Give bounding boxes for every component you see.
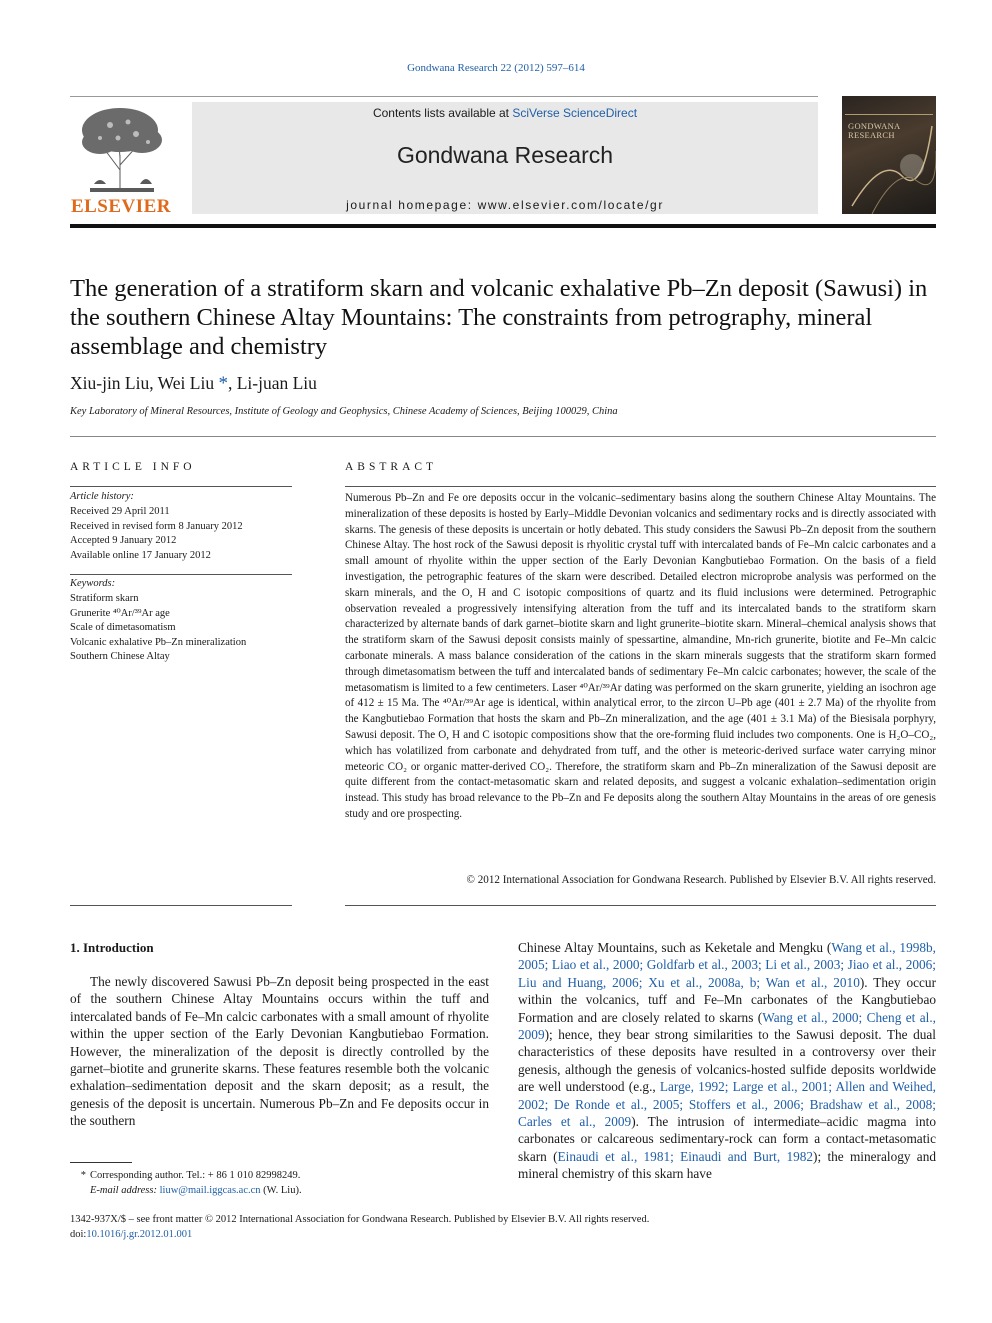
abstract-copyright: © 2012 International Association for Gondwana Research. Published by Elsevier B.V. All rights reserved. bbox=[466, 874, 936, 886]
history-item: Available online 17 January 2012 bbox=[70, 549, 211, 561]
contents-prefix: Contents lists available at bbox=[372, 106, 513, 120]
history-item: Received in revised form 8 January 2012 bbox=[70, 520, 243, 532]
issn-line: 1342-937X/$ – see front matter © 2012 International Association for Gondwana Research. Published by Elsevier B.V. All rights reserved. bbox=[70, 1214, 650, 1225]
citation-link[interactable]: Einaudi et al., 1981; Einaudi and Burt, 1982 bbox=[557, 1148, 814, 1164]
header-top-rule bbox=[70, 96, 818, 97]
author-list bbox=[70, 373, 940, 395]
journal-homepage[interactable]: journal homepage: www.elsevier.com/locate/gr bbox=[346, 198, 664, 212]
cover-title: GONDWANA RESEARCH bbox=[848, 121, 900, 140]
history-item: Received 29 April 2011 bbox=[70, 506, 170, 517]
intro-left-column: The newly discovered Sawusi Pb–Zn deposit being prospected in the east of the southern Chinese Altay Mountains occurs within the tuff and intercalated bands of Fe–Mn calcic carbonates with a small amount of rhyolite within the upper section of the Early Devonian Kangbutiebao Formation. However, the mineralization of the deposit is directly controlled by the garnet–biotite and grunerite skarns. These features resemble both the volcanic exhalation–sedimentation deposit and the skarn deposit; as a result, the genesis of the deposit is uncertain. Numerous Pb–Zn and Fe deposits occur in the southern bbox=[70, 974, 489, 1129]
abstract-text: Numerous Pb–Zn and Fe ore deposits occur in the volcanic–sedimentary basins along the southern Chinese Altay Mountains. The mineralization of these deposits is hosted by Early–Middle Devonian volcanics and sedimentary rocks and is directly associated with skarns. The genesis of these deposits is uncertain or hotly debated. This study considers the Sawusi Pb–Zn deposit from the southern Chinese Altay. The host rock of the Sawusi deposit is rhyolitic crystal tuff with intercalated bands of Fe–Mn calcic carbonates and a small amount of rhyolite within the upper section of the Early Devonian Kangbutiebao Formation. On the basis of a field investigation, the petrographic features of the skarn were described. Detailed electron microprobe analysis was performed on the skarn minerals, and the O, H and C isotopic compositions of quartz and its fluid inclusions were determined. Petrographic observation revealed a progressively intensifying alteration from the tuff and its intercalated bands to the stratiform skarn characterized by alternate bands of dark garnet–biotite skarn and light grunerite–biotite skarn. Mineral–chemical analysis shows that the stratiform skarn of the Sawusi deposit consists mainly of spessartine, almandine, Mn-rich grunerite, biotite and Fe–Mn calcic carbonate minerals. A mass balance consideration of the cations in the skarn minerals suggests that the stratiform skarn formed through dimetasomatism between the tuff and intercalated bands of sedimentary Fe–Mn calcic carbonates; however, the scale of the metasomatism is limited to a few centimeters. Laser ⁴⁰Ar/³⁹Ar dating was performed on the skarn grunerite, yielding an isochron age of 412 ± 15 Ma. The ⁴⁰Ar/³⁹Ar age is identical, within analytical error, to the zircon U–Pb age (401 ± 2.7 Ma) of the rhyolite from the Kangbutiebao Formation that hosts the skarn and Pb–Zn mineralization, and the age (401 ± 3.1 Ma) of the Biesisala porphyry, Sawusi deposit. The O, H and C isotopic compositions show that the ore-forming fluid includes two components. One is H₂O–CO₂, which has volatilized from carbonate and dehydrated from tuff, and the other is meteoric-derived surface water carrying minor meteoric CO₂ or organic matter-derived CO₂. Therefore, the stratiform skarn and Pb–Zn mineralization of the Sawusi deposit are quite different from the contact-metasomatic skarn and related deposits, and suggest a volcanic exhalation–sedimentation origin instead. This study has broad relevance to the Pb–Zn and Fe deposits along the southern Altay Mountains in the areas of ore genesis study and ore prospecting. bbox=[345, 492, 936, 820]
keyword-item: Southern Chinese Altay bbox=[70, 651, 170, 662]
citation-link[interactable]: Wang et al., 1998b, 2005; Liao et al., 2000; Goldfarb et al., 2003; Li et al., 2003; Jiao et al., 2006; Liu and Huang, 2006; Xu et al., 2008a, b; Wan et al., 2010 bbox=[518, 940, 936, 990]
citation-link[interactable]: Large, 1992; Large et al., 2001; Allen and Weihed, 2002; De Ronde et al., 2005; Stoffers et al., 2006; Bradshaw et al., 2008; Carles et al., 2009 bbox=[518, 1079, 936, 1130]
article-info-rule bbox=[70, 486, 292, 487]
authors-rest: , Li-juan Liu bbox=[227, 373, 317, 393]
intro-text: ). The intrusion of intermediate–acidic magma into carbonates or calcareous sedimentary-rock can form a contact-metasomatic skarn ( bbox=[518, 1114, 936, 1164]
keywords-rule bbox=[70, 574, 292, 575]
email-suffix: (W. Liu). bbox=[260, 1184, 302, 1196]
corresponding-author-marker[interactable]: * bbox=[218, 373, 228, 394]
footnote-rule bbox=[70, 1162, 132, 1163]
footnote-corresponding bbox=[70, 1169, 489, 1184]
footnote-email-line bbox=[70, 1184, 489, 1199]
email-label: E-mail address: bbox=[90, 1184, 160, 1196]
authors-first: Xiu-jin Liu, Wei Liu bbox=[70, 373, 219, 393]
elsevier-wordmark: ELSEVIER bbox=[70, 196, 172, 217]
history-item: Accepted 9 January 2012 bbox=[70, 535, 177, 546]
abstract-rule bbox=[345, 486, 936, 487]
title-divider bbox=[70, 436, 936, 437]
keyword-item: Scale of dimetasomatism bbox=[70, 622, 176, 633]
article-title: The generation of a stratiform skarn and volcanic exhalative Pb–Zn deposit (Sawusi) in the southern Chinese Altay Mountains: The constraints from petrography, mineral assemblage and chemistry bbox=[70, 275, 928, 360]
intro-text: ); the mineralogy and mineral chemistry of this skarn have bbox=[518, 1148, 936, 1182]
keywords-label: Keywords: bbox=[70, 578, 116, 589]
affiliation: Key Laboratory of Mineral Resources, Institute of Geology and Geophysics, Chinese Academy of Sciences, Beijing 100029, China bbox=[70, 406, 618, 417]
sciencedirect-link[interactable]: SciVerse ScienceDirect bbox=[512, 106, 638, 120]
section-heading: 1. Introduction bbox=[70, 940, 154, 955]
intro-right-column bbox=[518, 939, 936, 1183]
doi-line bbox=[70, 1228, 936, 1243]
intro-text: ); hence, they bear strong similarities to the Sawusi deposit. The dual characteristics of these deposits have resulted in a controversy over their genesis, although the genesis of volcanics-hosted sulfide deposits worldwide are well understood (e.g., bbox=[518, 1027, 936, 1095]
intro-text: Chinese Altay Mountains, such as Keketale and Mengku ( bbox=[518, 940, 832, 955]
journal-name: Gondwana Research bbox=[396, 142, 614, 168]
intro-text: ). They occur within the volcanics, tuff and Fe–Mn carbonates of the Kangbutiebao Formation and are closely related to skarns ( bbox=[518, 974, 936, 1025]
footnote bbox=[70, 1169, 489, 1198]
cover-rule bbox=[845, 114, 933, 115]
keyword-item: Stratiform skarn bbox=[70, 593, 139, 604]
keywords-list bbox=[70, 592, 300, 665]
citation-link[interactable]: Wang et al., 2000; Cheng et al., 2009 bbox=[518, 1009, 936, 1043]
history-list bbox=[70, 505, 300, 563]
journal-citation[interactable]: Gondwana Research 22 (2012) 597–614 bbox=[407, 62, 585, 74]
page-footer bbox=[70, 1213, 936, 1242]
keyword-item: Grunerite ⁴⁰Ar/³⁹Ar age bbox=[70, 607, 170, 619]
abstract-bottom-rule bbox=[345, 905, 936, 906]
email-link[interactable]: liuw@mail.iggcas.ac.cn bbox=[159, 1184, 261, 1196]
article-info-heading: ARTICLE INFO bbox=[70, 461, 196, 473]
doi-prefix: doi: bbox=[70, 1228, 87, 1240]
keyword-item: Volcanic exhalative Pb–Zn mineralization bbox=[70, 636, 247, 648]
contents-availability-line bbox=[192, 106, 818, 120]
header-rule bbox=[70, 224, 936, 228]
footnote-marker: * bbox=[80, 1170, 86, 1181]
doi-link[interactable]: 10.1016/j.gr.2012.01.001 bbox=[86, 1228, 193, 1240]
corresponding-author-text: Corresponding author. Tel.: + 86 1 010 82998249. bbox=[90, 1170, 301, 1181]
history-label: Article history: bbox=[70, 491, 134, 502]
article-info-bottom-rule bbox=[70, 905, 292, 906]
abstract-heading: ABSTRACT bbox=[345, 461, 438, 473]
